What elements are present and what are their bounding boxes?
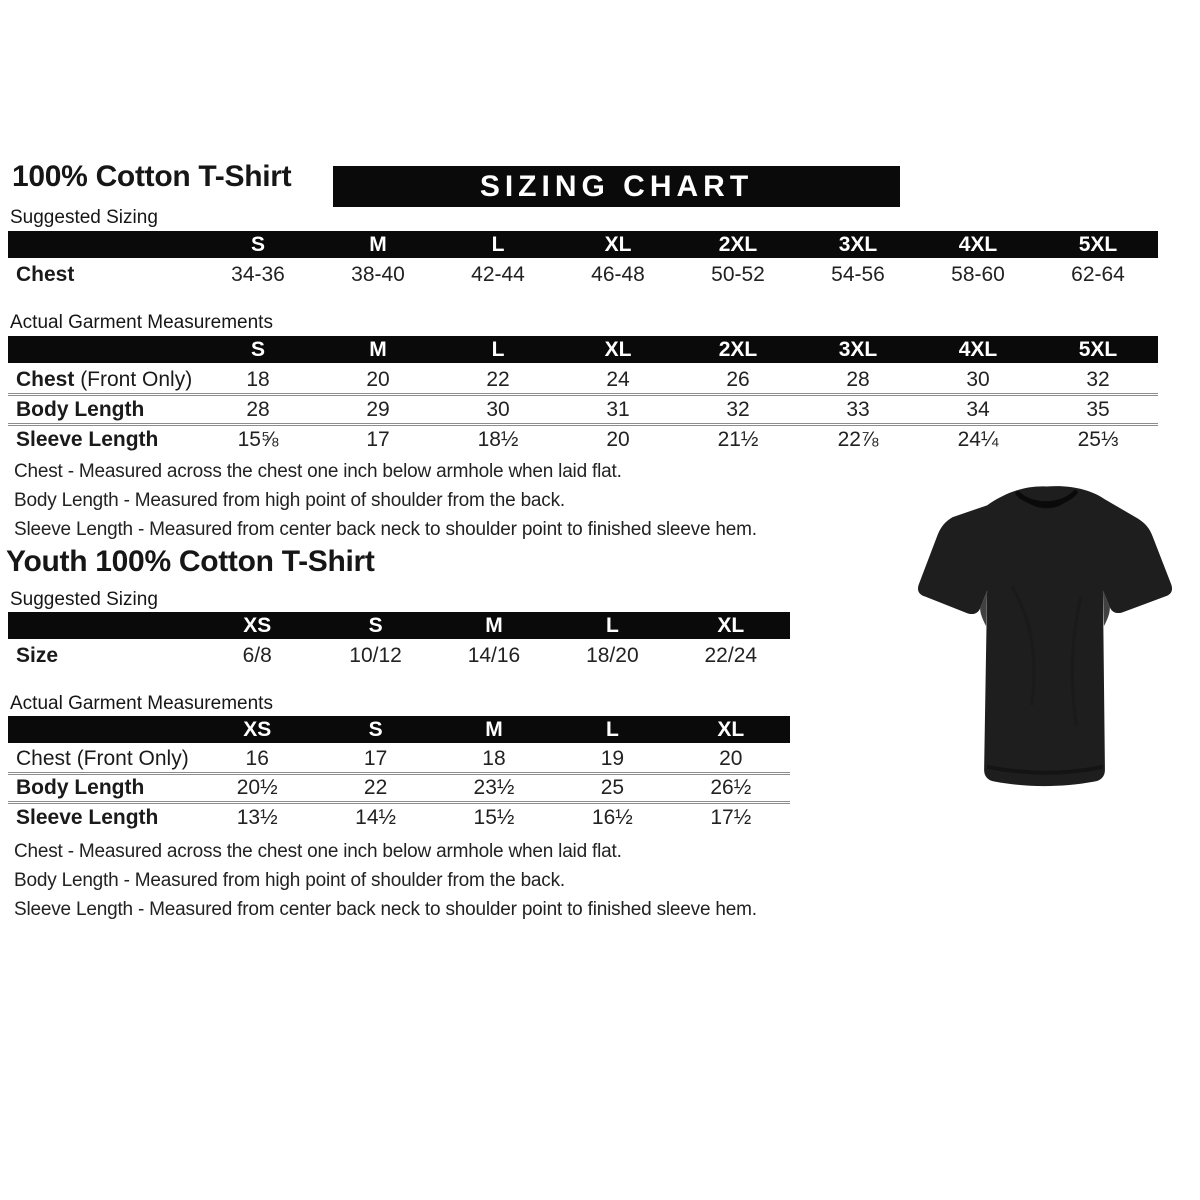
measurement-value: 26: [726, 367, 750, 391]
measurement-value: 6/8: [242, 643, 272, 667]
measurement-value: 22: [486, 367, 510, 391]
measurement-value: 38-40: [351, 263, 405, 287]
size-column-header: 4XL: [918, 336, 1038, 365]
size-column-header: S: [316, 716, 434, 745]
size-column-header: S: [198, 231, 318, 260]
youth-section-title: Youth 100% Cotton T-Shirt: [6, 545, 375, 578]
size-column-header: 5XL: [1038, 336, 1158, 365]
measurement-value: 22: [363, 776, 388, 799]
measurement-value: 20: [366, 367, 390, 391]
measurement-value: 20½: [236, 776, 278, 799]
size-column-header: XL: [672, 612, 790, 641]
measurement-value: 42-44: [471, 263, 525, 287]
measurement-value: 18/20: [586, 643, 639, 667]
measurement-value: 21½: [717, 428, 759, 452]
row-label: Sleeve Length: [16, 428, 159, 452]
measurement-value: 17½: [710, 805, 752, 829]
adult-suggested-sizing-label: Suggested Sizing: [10, 207, 158, 228]
sizing-chart-banner-text: SIZING CHART: [479, 169, 754, 203]
adult-actual-measurements-label: Actual Garment Measurements: [10, 312, 273, 333]
row-label: Size: [16, 643, 59, 667]
measurement-row: [8, 641, 790, 670]
size-column-header: XL: [558, 231, 678, 260]
measurement-value: 15½: [473, 805, 515, 829]
row-label: Chest: [16, 263, 75, 287]
measurement-row: [8, 425, 1158, 455]
note-chest: Chest - Measured across the chest one inch below armhole when laid flat.: [14, 841, 622, 862]
measurement-value: 15⅝: [237, 428, 279, 452]
measurement-value: 34-36: [231, 263, 285, 287]
measurement-value: 20: [606, 428, 630, 452]
note-chest: Chest - Measured across the chest one inch below armhole when laid flat.: [14, 461, 622, 482]
measurement-value: 18½: [477, 428, 519, 452]
measurement-value: 22⅞: [837, 428, 879, 452]
size-column-header: 2XL: [678, 231, 798, 260]
size-column-header: XS: [198, 716, 316, 745]
measurement-value: 14½: [355, 805, 397, 829]
size-column-header: 3XL: [798, 336, 918, 365]
measurement-value: 16: [245, 747, 269, 770]
row-label: Sleeve Length: [16, 805, 159, 829]
measurement-value: 17: [366, 428, 390, 452]
measurement-value: 14/16: [467, 643, 521, 667]
measurement-value: 22/24: [704, 643, 758, 667]
measurement-value: 10/12: [349, 643, 402, 667]
size-column-header: XL: [558, 336, 678, 365]
size-column-header: M: [435, 716, 553, 745]
measurement-value: 62-64: [1071, 263, 1125, 287]
size-column-header: M: [318, 336, 438, 365]
t-shirt-body: [918, 486, 1172, 786]
youth-actual-measurements-label: Actual Garment Measurements: [10, 693, 273, 714]
measurement-value: 16½: [591, 805, 633, 829]
size-column-header: L: [438, 336, 558, 365]
header-spacer: [8, 231, 198, 260]
size-column-header: 4XL: [918, 231, 1038, 260]
measurement-value: 25: [600, 776, 625, 799]
size-column-header: S: [198, 336, 318, 365]
header-spacer: [8, 612, 198, 641]
measurement-value: 19: [600, 747, 625, 770]
measurement-value: 20: [719, 747, 743, 770]
size-column-header: XS: [198, 612, 316, 641]
measurement-value: 30: [486, 397, 510, 421]
measurement-value: 30: [966, 367, 990, 391]
adult-section-title: 100% Cotton T-Shirt: [12, 160, 292, 193]
size-column-header: 2XL: [678, 336, 798, 365]
size-column-header: 3XL: [798, 231, 918, 260]
sizing-chart-banner: [333, 166, 900, 207]
measurement-value: 31: [606, 397, 630, 421]
measurement-row: [8, 260, 1158, 290]
header-spacer: [8, 336, 198, 365]
size-column-header: M: [318, 231, 438, 260]
measurement-value: 32: [1086, 367, 1110, 391]
youth-actual-measurements-table: [8, 716, 790, 832]
row-label: Chest (Front Only): [16, 367, 193, 391]
measurement-row: [8, 745, 790, 774]
adult-suggested-sizing-table: [8, 231, 1158, 290]
measurement-value: 25⅓: [1077, 428, 1119, 452]
measurement-row: [8, 774, 790, 803]
measurement-value: 33: [846, 397, 870, 421]
size-column-header: L: [553, 612, 671, 641]
measurement-value: 23½: [473, 776, 515, 799]
row-label: Body Length: [16, 397, 145, 421]
measurement-value: 17: [363, 747, 388, 770]
size-column-header: L: [438, 231, 558, 260]
measurement-value: 32: [726, 397, 750, 421]
note-body-length: Body Length - Measured from high point of shoulder from the back.: [14, 490, 565, 511]
row-label: Chest (Front Only): [16, 747, 189, 770]
measurement-value: 29: [366, 397, 390, 421]
measurement-value: 35: [1086, 397, 1110, 421]
adult-measurement-notes: [14, 461, 757, 548]
youth-suggested-sizing-label: Suggested Sizing: [10, 589, 158, 610]
header-spacer: [8, 716, 198, 745]
size-column-header: S: [316, 612, 434, 641]
black-t-shirt-photo: [893, 467, 1200, 815]
size-column-header: M: [435, 612, 553, 641]
note-sleeve-length: Sleeve Length - Measured from center back neck to shoulder point to finished sleeve hem.: [14, 899, 757, 920]
note-sleeve-length: Sleeve Length - Measured from center back neck to shoulder point to finished sleeve hem.: [14, 519, 757, 540]
measurement-value: 28: [246, 397, 270, 421]
row-label: Body Length: [16, 776, 145, 799]
measurement-value: 54-56: [831, 263, 885, 287]
note-body-length: Body Length - Measured from high point of shoulder from the back.: [14, 870, 565, 891]
measurement-value: 34: [966, 397, 990, 421]
measurement-value: 18: [482, 747, 506, 770]
adult-actual-measurements-table: [8, 336, 1158, 455]
measurement-value: 26½: [710, 776, 752, 799]
size-column-header: L: [553, 716, 671, 745]
measurement-value: 18: [246, 367, 270, 391]
measurement-value: 28: [846, 367, 870, 391]
youth-suggested-sizing-table: [8, 612, 790, 670]
measurement-row: [8, 803, 790, 832]
size-column-header: XL: [672, 716, 790, 745]
measurement-value: 58-60: [951, 263, 1005, 287]
measurement-value: 24: [606, 367, 630, 391]
measurement-value: 50-52: [711, 263, 765, 287]
measurement-value: 24¼: [957, 428, 999, 452]
youth-measurement-notes: [14, 841, 757, 928]
measurement-value: 13½: [236, 805, 278, 829]
measurement-row: [8, 365, 1158, 395]
size-column-header: 5XL: [1038, 231, 1158, 260]
measurement-row: [8, 395, 1158, 425]
measurement-value: 46-48: [591, 263, 645, 287]
